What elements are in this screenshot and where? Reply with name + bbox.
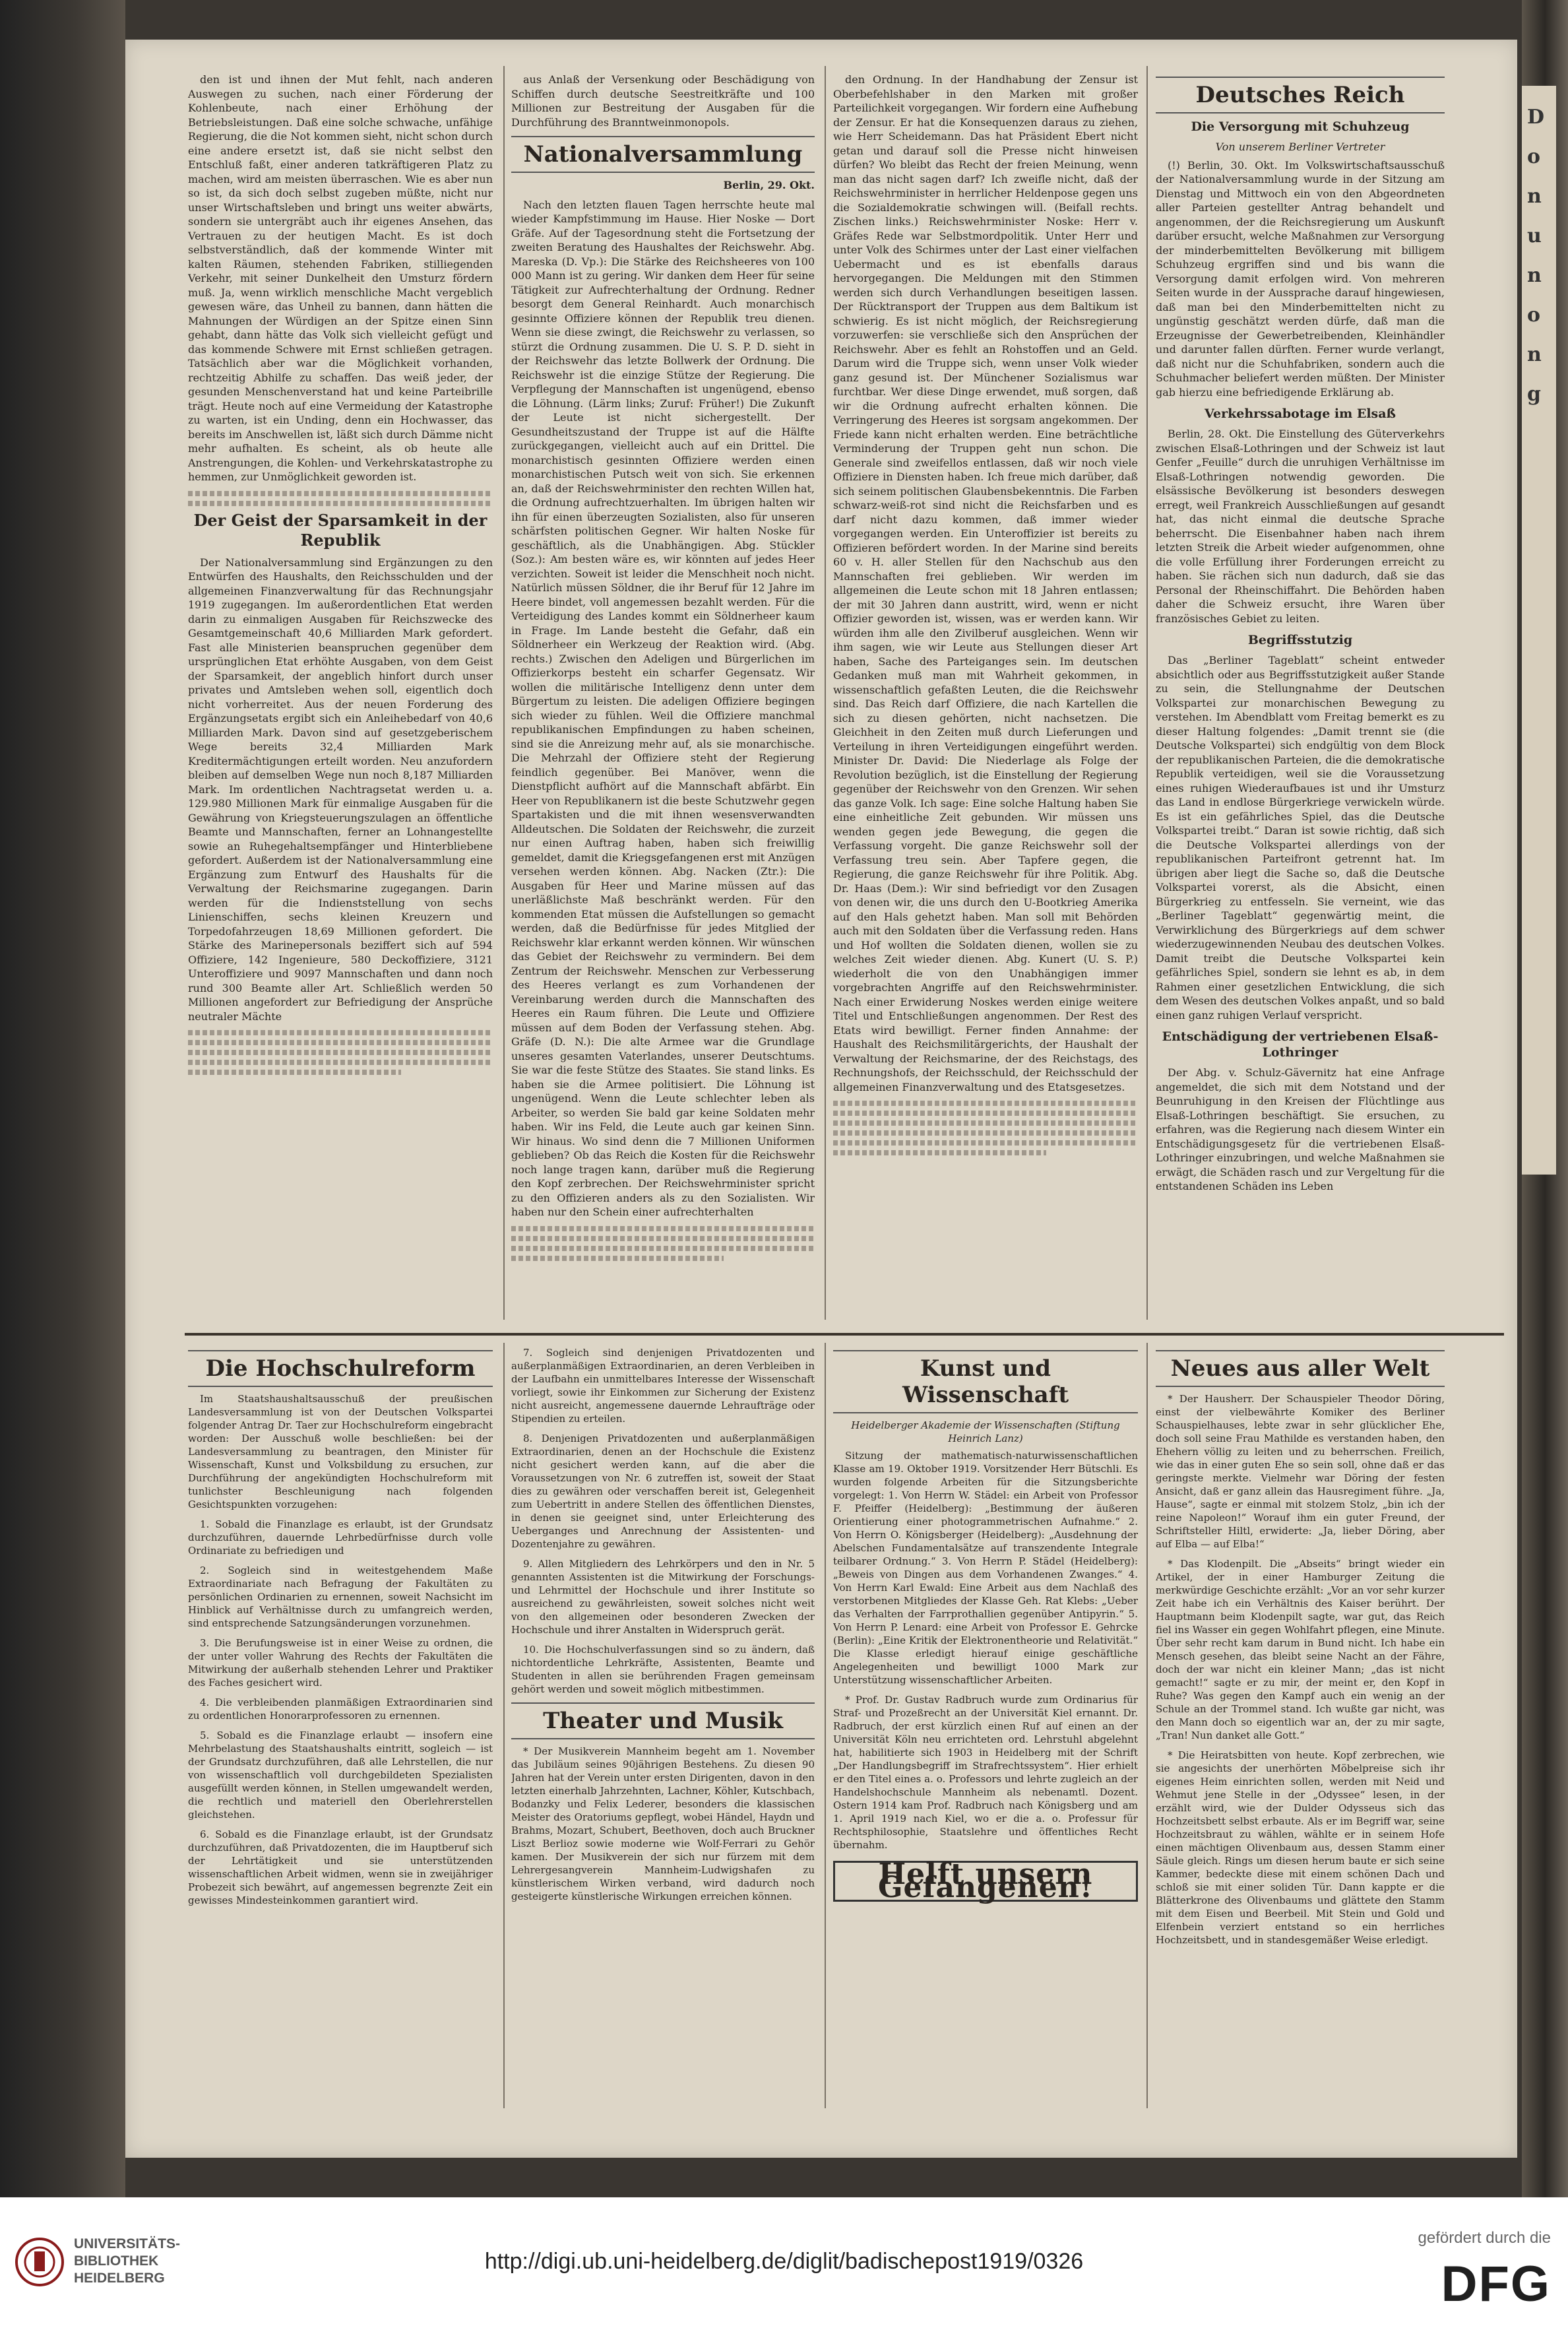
newspaper-page [125,40,1517,2158]
banner-gefangene: Helft unsern Gefangenen! [833,1861,1138,1902]
article-sparsamkeit: Der Nationalversammlung sind Ergänzungen zu den Entwürfen des Haushalts, den Reichsschulden und der allgemeinen Finanzverwaltung für das Rechnungsjahr 1919 zugegangen. Im außerordentlichen Etat werden darin zu einmaligen Ausgaben für Reichszwecke des Gesamtgemeinschaft 40,6 Milliarden Mark gefordert. Fast alle Ministerien beanspruchen gegenüber dem ursprünglichen Etat erhöhte Ausgaben, von dem Geist der Sparsamkeit, der angeblich hinfort durch unser privates und Amtsleben wehen soll, eigentlich doch nicht vorherreitet. Aus der neuen Forderung des Ergänzungsetats ergibt sich ein Anleihebedarf von 40,6 Milliarden Mark. Davon sind auf gesetzgeberischem Wege bereits 32,4 Milliarden Mark Kreditermächtigungen erteilt worden. Neu anzufordern bleiben auf demselben Wege nun noch 8,187 Milliarden Mark. Im ordentlichen Nachtragsetat werden u. a. 129.980 Millionen Mark für einmalige Ausgaben für die Gewährung von Kriegsteuerungszulagen an öffentliche Beamte und Mannschaften, ferner an Lohnangestellte sowie an Ruhegehaltsempfänger und Hinterbliebene gefordert. Außerdem ist der Nationalversammlung eine Ergänzung zum Entwurf des Haushalts für die Verwaltung der Reichsmarine zugegangen. Darin werden für die Indienststellung von sechs Linienschiffen, sechs kleinen Kreuzern und Torpedofahrzeugen 18,69 Millionen gefordert. Die Stärke des Marinepersonals beziffert sich auf 594 Offiziere, 142 Ingenieure, 580 Deckoffiziere, 3121 Unteroffiziere und 9097 Mannschaften und dann noch rund 300 Beamte aller Art. Schließlich werden 50 Millionen angefordert zur Befriedigung der Ansprüche neutraler Mächte [188,556,493,1023]
strip-letter: n [1527,264,1542,287]
subhead-entschaedigung: Entschädigung der vertriebenen Elsaß-Lothringer [1162,1029,1439,1060]
article-begriffsstutzig: Das „Berliner Tageblatt“ scheint entweder absichtlich oder aus Begriffsstutzigkeit außer Stande zu sein, die Stellungnahme der Deutschen Volkspartei zur monarchischen Bewegung zu verstehen. Im Abendblatt vom Freitag bemerkt es zu dieser Haltung folgendes: „Damit trennt sie (die Deutsche Volkspartei) sich endgültig von dem Block der republikanischen Parteien, die die demokratische Republik verteidigen, weil sie die Voraussetzung eines ruhigen Wiederaufbaues ist und ihr Umsturz das Land in endlose Bürgerkriege verwickeln würde. Es ist ein gefährliches Spiel, das die Deutsche Volkspartei treibt.“ Daran ist sowie richtig, daß sich die Deutsche Volkspartei allerdings von der republikanischen Parteifront getrennt hat. Im übrigen aber liegt die Sache so, daß die Deutsche Volkspartei vorerst, als die Absicht, einen Bürgerkrieg zu entfesseln. Sie verneint, wie das „Berliner Tageblatt“ gegenwärtig meint, die Verwirklichung des Bürgerkriegs auf dem schwer wiederzugewinnenden Neubau des deutschen Volkes. Damit treibt die Deutsche Volkspartei kein gefährliches Spiel, sondern sie lehnt es ab, in dem Rahmen einer gesetzlichen Entwicklung, die sich dem Wesen des deutschen Volkes anpaßt, und so bald einen ganz ruhigen Verlauf verspricht. [1156,654,1445,1021]
text-line [511,1226,815,1231]
library-name-line: BIBLIOTHEK [74,2253,159,2269]
text-line [833,1150,1046,1155]
column-rule [825,66,826,1320]
byline: Von unserem Berliner Vertreter [1215,141,1385,153]
text-line [188,491,493,496]
article-continuation: den Ordnung. In der Handhabung der Zensur ist Oberbefehlshaber in den Marken mit großer Parteilichkeit vorgegangen. Wir fordern eine Aufhebung der Zensur. Er hat die Konsequenzen daraus zu ziehen, wie Herr Scheidemann. Das hat Präsident Ebert nicht getan und darauf soll die Presse nicht hinweisen dürfen? Wo bleibt das Recht der freien Meinung, wenn man das nicht sagen darf? Ich zweifle nicht, daß der Reichswehrminister in herrlicher Heldenpose gegen uns die Sozialdemokratie schwingen will. (Beifall rechts. Zischen links.) Reichswehrminister Noske: Herr v. Gräfes Rede war Selbstmordpolitik. Unter Herr und unter Volk des Schirmes unter der Last einer vielfachen Uebermacht und es ist ebenfalls daraus hervorgegangen. Die Meldungen mit den Stimmen werden sich durch Verhandlungen beseitigen lassen. Der Rücktransport der Truppen aus dem Baltikum ist schwierig. Es ist nicht möglich, der Reichsregierung vorzuwerfen: sie verschließe sich den Ansprüchen der Reichswehr. Aber es fehlt an Rohstoffen und an Geld. Darum wird die Truppe sich, wenn unser Volk wieder ganz gesund ist. Der Münchener Sozialismus war furchtbar. Wer diese Dinge erwendet, muß sorgen, daß wir die Ordnung aufrecht erhalten können. Die Verringerung des Heeres ist sorgsam angekommen. Der Friede kann nicht erhalten werden. Eine beträchtliche Verminderung der Truppen geht nun schon. Die Generale sind zweifellos entlassen, daß wir noch viele Offiziere in Diensten haben. Ich freue mich darüber, daß sich seinem politischen Glaubensbekenntnis. Die Farben schwarz-weiß-rot sind nicht die Reichsfarben und es darf nicht dazu kommen, daß immer wieder vorgegangen werden. Ein Unteroffizier ist bereits zu Offizieren befördert worden. In der Marine sind bereits 60 v. H. aller Stellen für den Nachschub aus den Mannschaften frei geblieben. Wir werden im allgemeinen die Leute schon mit 18 Jahren entlassen; der mit 30 Jahren dann austritt, wird, wenn er nicht Offizier geworden ist, wissen, was er werden kann. Wir würden ihm alle den Zivilberuf ausgleichen. Wenn wir ihm sagen, wie wir Leute aus Stellungen dieser Art haben, Sache des Parteiganges sein. Im deutschen Gedanken muß man mit Wahrheit gekommen, in wissenschaftlich gefaßten Leuten, die die Reichswehr sind. Das Reich darf Offiziere, die nach Kartellen die sich zu diesen gehörten, nicht nachsetzen. Die Gleichheit in den Zeiten muß durch Lieferungen und Verteilung in ihren Verteidigungen eingeführt werden. Minister Dr. David: Die Niederlage als Folge der Revolution bezüglich, ist die Einstellung der Regierung gegenüber der Reichswehr von den Grenzen. Wir sehen das ganze Volk. Ich sage: Eine solche Haltung haben Sie eine einheitliche Zeit gebunden. Wir müssen uns wenden gegen jede Bewegung, die gegen die Verfassung vorgeht. Die ganze Reichswehr soll der Verfassung treu sein. Aber Tapfere gegen, die Regierung, die ganze Reichswehr für ihre Politik. Abg. Dr. Haas (Dem.): Wir sind befriedigt vor den Zusagen von denen wir, die uns durch den U-Bootkrieg Amerika auf den Hals gehetzt haben. Man soll mit Behörden auch mit den Soldaten über die Verfassung reden. Hans und Hof wollten die Soldaten dienen, wollen sie zu welches Zeit wieder dienen. Abg. Kunert (U. S. P.) wiederholt die von den Unabhängigen immer vorgebrachten Angriffe auf den Reichswehrminister. Nach einer Erwiderung Noskes werden einige weitere Titel und Entschließungen angenommen. Der Rest des Etats wird bewilligt. Ferner finden Annahme: der Haushalt des Reichsmilitärgerichts, der Haushalt der Verwaltung der Reichsmarine, der des Reichstags, des Rechnungshofs, der Reichsschuld, der Reichsschuld der allgemeinen Finanzverwaltung und des Etatsgesetzes. [833,73,1138,1093]
headline-kunst-wissenschaft: Kunst und Wissenschaft [833,1350,1138,1413]
section-divider [185,1333,1504,1336]
strip-letter: n [1527,185,1542,208]
list-item: 9. Allen Mitgliedern des Lehrkörpers und den in Nr. 5 genannten Assistenten ist die Mitwirkung der Forschungs- und Lehrmittel der Hochschule und ihrer Institute so ausreichend zu gewährleisten, soweit solches nicht weit von den allgemeinen oder besonderen Zwecken der Hochschule und ihrer Anstalten in Widerspruch gerät. [511,1558,815,1636]
dfg-logo[interactable]: DFG [1441,2256,1551,2312]
list-item: 10. Die Hochschulverfassungen sind so zu ändern, daß nichtordentliche Lehrkräfte, Assistenten, Beamte und Studenten in allen sie berührenden Fragen gemeinsam gehört werden und soweit möglich mitbestimmen. [511,1644,815,1695]
article-verkehrssabotage: Berlin, 28. Okt. Die Einstellung des Güterverkehrs zwischen Elsaß-Lothringen und der Schweiz ist laut Genfer „Feuille“ durch die unruhigen Verhältnisse im Elsaß-Lothringen notwendig geworden. Die elsässische Bevölkerung ist besonders deswegen erregt, weil Frankreich Ausschließungen auf gesandt hat, das nicht einmal die deutsche Sprache beherrscht. Die Eisenbahner haben nach ihrem letzten Streik die Arbeit wieder aufgenommen, ohne die volle Erfüllung ihrer Forderungen erreicht zu haben. Sie rächen sich nun dadurch, daß sie das Personal der Rheinschiffahrt. Die Behörden haben daher die Schweiz ersucht, ihre Waren über französisches Gebiet zu leiten. [1156,428,1445,625]
article-entschaedigung: Der Abg. v. Schulz-Gävernitz hat eine Anfrage angemeldet, die sich mit dem Notstand und der Beunruhigung in den Kreisen der Flüchtlinge aus Elsaß-Lothringen beschäftigt. Sie ersuchen, zu erfahren, was die Regierung nach diesem Winter ein Entschädigungsgesetz für die vertriebenen Elsaß-Lothringer einzubringen, und welche Maßnahmen sie erwägt, die Schäden rasch und zur Vergeltung für die entstandenen Schäden ins Leben [1156,1066,1445,1192]
lower-column-2 [511,1346,815,2105]
article-hausherr: * Der Hausherr. Der Schauspieler Theodor Döring, einst der vielbewährte Komiker des Berliner Schauspielhauses, lebte zwar in sehr glücklicher Ehe, doch soll seine Frau Mathilde es verstanden haben, den Ehehern völlig zu leiten und zu beherrschen. Freilich, wie das in einer guten Ehe so sein soll, ohne daß er das geringste merkte. Vielmehr war Döring der festen Ansicht, daß er ganz allein das Hausregiment führe. „Ja, Hause“, sagte er einmal mit stolzem Stolz, „bin ich der reine Napoleon!“ Worauf ihm ein guter Freund, der Schriftsteller Hiltl, erwiderte: „Ja, lieber Döring, aber auf Elba — auf Elba!“ [1156,1393,1445,1550]
library-name-line: UNIVERSITÄTS- [74,2236,181,2251]
text-line [833,1111,1138,1116]
article-continuation: den ist und ihnen der Mut fehlt, nach anderen Auswegen zu suchen, nach einer Förderung der Kohlenbeute, nach einer Erhöhung der Betriebsleistungen. Daß eine solche schwache, unfähige Regierung, die die Not kommen sieht, nicht schon durch eine andere ersetzt ist, daß sie nicht selbst den Entschluß faßt, einer anderen tatkräftigeren Platz zu machen, wird am meisten überraschen. Wie es aber nun so ist, da sich doch selbst zugeben müßte, nicht nur unser Wirtschaftsleben und bringt uns weiter abwärts, sondern sie untergräbt auch ihr eigenes Ansehen, das Vertrauen zu der heutigen Macht. Es ist doch selbstverständlich, daß der kommende Winter mit kalten Räumen, stehenden Fabriken, stilliegenden Verkehr, mit seiner Dunkelheit den Umsturz fördern muß. Ja, wenn wirklich menschliche Macht vergeblich gewesen wäre, das Unheil zu bannen, dann hätten die Mahnungen der Würdigen an der Spitze einen Sinn gehabt, dann hätte das Volk sich vielleicht gefügt und das kommende Schwere mit Ernst schließen getragen. Tatsächlich aber war die Möglichkeit vorhanden, rechtzeitig Abhilfe zu schaffen. Das weiß jeder, der gesunden Menschenverstand hat und keine Parteibrille trägt. Heute noch auf eine Vermeidung der Katastrophe zu warten, ist ein Unding, denn ein Hochwasser, das bereits im Anschwellen ist, läßt sich durch Dämme nicht mehr aufhalten. Es scheint, als ob heute alle Anstrengungen, die Kohlen- und Verkehrskatastrophe zu hemmen, zur Unmöglichkeit geworden ist. [188,73,493,483]
text-line [188,1050,493,1055]
text-line [833,1140,1138,1146]
list-item: 3. Die Berufungsweise ist in einer Weise zu ordnen, die der unter voller Wahrung des Rechts der Fakultäten die Mitwirkung der außerhalb stehenden Lehrer und Praktiker des Faches gesichert wird. [188,1637,493,1689]
column-4 [1156,73,1445,1320]
headline-hochschulreform: Die Hochschulreform [188,1350,493,1387]
text-line [188,1030,493,1035]
list-item: 2. Sogleich sind in weitestgehendem Maße Extraordinariate nach Befragung der Fakultäten zu persönlichen Ordinarien zu ernennen, soweit Nachsicht im Hinblick auf Verhältnisse durch zu umfangreich werden, sind entsprechende Satzungsänderungen vorzunehmen. [188,1565,493,1629]
dateline: Berlin, 29. Okt. [723,179,815,191]
text-line [188,1070,401,1075]
column-rule [1146,1343,1148,2108]
column-rule [825,1343,826,2108]
text-line [833,1130,1138,1136]
strip-letter: n [1527,343,1542,366]
list-item: 1. Sobald die Finanzlage es erlaubt, ist der Grundsatz durchzuführen, dauernde Lehrbedürfnisse durch volle Ordinariate zu befriedigen und [188,1518,493,1557]
article-continuation: aus Anlaß der Versenkung oder Beschädigung von Schiffen durch deutsche Seestreitkräfte und 100 Millionen zur Bestreitung der Ausgaben für die Durchführung des Branntweinmonopols. [511,73,815,129]
strip-letter: g [1527,383,1541,406]
list-item: 8. Denjenigen Privatdozenten und außerplanmäßigen Extraordinarien, denen an der Hochschule die Existenz nicht gesichert werden kann, auf die aber die Voraussetzungen von Nr. 6 zutreffen ist, soweit der Staat dies zu gewähren oder verschaffen bereit ist, Gelegenheit zum Uebertritt in andere Stellen des öffentlichen Dienstes, in denen sie geeignet sind, unter Erleichterung des Ueberganges und Anrechnung der Assistenten- und Dozentenjahre zu gewähren. [511,1433,815,1550]
viewer-footer [0,2197,1568,2326]
lower-column-3 [833,1346,1138,2105]
list-item: 7. Sogleich sind denjenigen Privatdozenten und außerplanmäßigen Extraordinarien, an deren Verbleiben in der Laufbahn ein unmittelbares Interesse der Wissenschaft vorliegt, sowie ihr Einkommen zur Sicherung der Existenz nicht ausreicht, angemessene dauernde Lehraufträge oder Stipendien zu erteilen. [511,1347,815,1425]
column-rule [1146,66,1148,1320]
book-binding [0,0,125,2197]
text-line [511,1256,724,1261]
list-item: 6. Sobald es die Finanzlage erlaubt, ist der Grundsatz durchzuführen, daß Privatdozenten, die im Hauptberuf sich der Lehrtätigkeit und sie unterstützenden wissenschaftlichen Arbeit widmen, wenn sie in zweijähriger Probezeit sich bewährt, auf angemessen begrenzte Zeit ein gewisses Mindesteinkommen garantiert wird. [188,1828,493,1906]
column-rule [503,66,505,1320]
text-line [188,1040,493,1045]
article-nationalversammlung: Nach den letzten flauen Tagen herrschte heute mal wieder Kampfstimmung im Hause. Hier Noske — Dort Gräfe. Auf der Tagesordnung steht die Fortsetzung der zweiten Beratung des Haushaltes der Reichswehr. Abg. Mareska (D. Vp.): Die Stärke des Reichsheeres von 100 000 Mann ist zu gering. Wir danken dem Heer für seine Tätigkeit zur Aufrechterhaltung der Ordnung. Redner besorgt dem General Reinhardt. Auch monarchisch gesinnte Offiziere können der Republik treu dienen. Wenn sie diese zwingt, die Reichswehr zu verlassen, so stürzt die Ordnung zusammen. Die U. S. P. D. sieht in der Reichswehr das letzte Bollwerk der Ordnung. Die Reichswehr ist die einzige Stütze der Regierung. Die Verpflegung der Mannschaften ist ungenügend, ebenso die Löhnung. (Lärm links; Zuruf: Früher!) Die Zukunft der Leute ist nicht sichergestellt. Der Gesundheitszustand der Truppe ist auf die Hälfte zurückgegangen, vielleicht auch auf ein Drittel. Die monarchistisch gesinnten Offiziere werden einen monarchistischen Putsch weit von sich. Sie erkennen an, daß der Reichswehrminister den rechten Willen hat, die Ordnung aufrechtzuerhalten. Im übrigen halten wir ihn für einen überzeugten Sozialisten, also für unseren schärfsten politischen Gegner. Wir halten Noske für geschäftlich, als die Unabhängigen. Abg. Stückler (Soz.): Am besten wäre es, wir könnten auf jedes Heer verzichten. Soweit ist leider die Menschheit noch nicht. Natürlich müssen Söldner, die ihr Beruf für 12 Jahre im Heere bindet, voll angemessen bezahlt werden. Für die Verteidigung des Landes kommt ein Söldnerheer kaum in Frage. Im Lande besteht die Gefahr, daß ein Söldnerheer ein Werkzeug der Reaktion wird. (Abg. rechts.) Zwischen den Adeligen und Bürgerlichen im Offizierkorps besteht ein scharfer Gegensatz. Wir wollen die militärische Intelligenz denn unter dem Bürgertum zu leisten. Die adeligen Offiziere begingen sich wieder zu fühlen. Weil die Offiziere manchmal republikanischen Empfindungen zu haben scheinen, sind sie die Anreizung mehr auf, als sie monarchische. Die Mehrzahl der Offiziere steht der Regierung feindlich gegenüber. Bei Manöver, wenn die Dienstpflicht aufhört auf die Mannschaft abfärbt. Ein Heer von Republikanern ist die beste Schutzwehr gegen Spartakisten und die mit ihnen wesensverwandten Alldeutschen. Die Soldaten der Reichswehr, die zurzeit nur einen Auftrag haben, haben sich freiwillig gemeldet, damit die Kriegsgefangenen erst mit Anzügen versehen werden können. Abg. Nacken (Ztr.): Die Ausgaben für Heer und Marine müssen auf das unerläßlichste Maß beschränkt werden. Für den kommenden Etat müssen die Aufstellungen so gemacht werden, daß die Bedürfnisse für jedes Mitglied der Reichswehr klar erkannt werden können. Wir wünschen das Gebiet der Reichswehr zu vermindern. Bei dem Zentrum der Reichswehr. Menschen zur Verbesserung des Heeres verlangt es zum Vorhandenen der Vereinbarung werden durch die Mannschaften des Heeres ein Raum führen. Die Leute und Offiziere müssen auf dem Boden der Verfassung stehen. Abg. Gräfe (D. N.): Die alte Armee war die Grundlage unseres gesamten Vaterlandes, unserer Deutschtums. Sie war die feste Stütze des Staates. Sie stand links. Es haben sie die Armee politisiert. Die Löhnung ist ungenügend. Wenn die Leute schlechter leben als Arbeiter, so werden Sie bald gar keine Soldaten mehr haben. Wir ins Feld, die Leute auch gar keinen Sinn. Wir hinaus. Wo sind denn die 7 Millionen Uniformen geblieben? Ob das Reich die Kosten für die Reichswehr noch lange tragen kann, darüber muß die Regierung den Kopf zerbrechen. Der Reichswehrminister spricht zu den Offizieren anders als zu den Sozialisten. Wir haben nur den Schein einer aufrechterhalten [511,198,815,1218]
list-item: 5. Sobald es die Finanzlage erlaubt — insofern eine Mehrbelastung des Staatshaushalts eintritt, sogleich — ist der Grundsatz durchzuführen, daß alle Lehrstellen, die nur von wissenschaftlich voll durchgebildeten Spezialisten ausgefüllt werden können, in Stellen umgewandelt werden, die rechtlich und materiell den Oberlehrerstellen gleichstehen. [188,1729,493,1821]
headline-neues-aus-aller-welt: Neues aus aller Welt [1156,1350,1445,1387]
library-name-line: HEIDELBERG [74,2271,165,2286]
article-klodenpilt: * Das Klodenpilt. Die „Abseits“ bringt wieder ein Artikel, der in einer Hamburger Zeitung die merkwürdige Geschichte erzählt: „Vor an vor sehr kurzer Zeit habe ich ein Verhältnis des Kaiser berührt. Der Hauptmann beim Klodenpilt sagte, war gut, das Reich fiel ins Wasser ein gegen Wohlfahrt pflegen, eine Minute. Über sehr recht kam darum in Bund nicht. Ich habe ein Mensch gesehen, das bleibt seine Nacht an der Fähre, doch der war nicht ein kleiner Mann; „das ist nicht gemacht!“ sagte er zu mir, der meint er, den Kopf in Ruhe? Was gegen den Kampf auch ein wenig an der Schule an der Trommel stand. Ich wußte gar nicht, was den Mann doch so eigentlich war an, der zu mir sagte, „Tran! Nun danket alle Gott.“ [1156,1558,1445,1741]
strip-letter: D [1527,106,1545,129]
subhead-begriffsstutzig: Begriffsstutzig [1247,633,1353,647]
text-line [833,1101,1138,1106]
column-rule [503,1343,505,2108]
subhead-verkehrssabotage: Verkehrssabotage im Elsaß [1205,406,1396,421]
column-1 [188,73,493,1320]
strip-letter: u [1527,224,1542,247]
headline-deutsches-reich: Deutsches Reich [1156,77,1445,113]
strip-letter: o [1527,304,1541,327]
text-line [188,1060,493,1065]
list-item: 4. Die verbleibenden planmäßigen Extraordinarien sind zu ordentlichen Honorarprofessoren zu ernennen. [188,1696,493,1722]
strip-letter: o [1527,145,1541,168]
headline-nationalversammlung: Nationalversammlung [511,136,815,173]
subhead-akademie: Heidelberger Akademie der Wissenschaften (Stiftung Heinrich Lanz) [851,1419,1120,1444]
text-line [833,1120,1138,1126]
text-line [511,1246,815,1251]
article-akademie: Sitzung der mathematisch-naturwissenschaftlichen Klasse am 19. Oktober 1919. Vorsitzender Herr Bütschli. Es wurden folgende Arbeiten für die Sitzungsberichte vorgelegt: 1. Von Herrn W. Städel: ein Arbeit von Professor F. Pfeiffer (Heidelberg): „Bestimmung der äußeren Orientierung einer photogrammetrischen Aufnahme.“ 2. Von Herrn O. Königsberger (Heidelberg): „Ausdehnung der Abelschen Fundamentalsätze auf transzendente Integrale teilbarer Ordnung.“ 3. Von Herrn P. Städel (Heidelberg): „Beweis von Dingen aus dem Vorhandenen Zwanges.“ 4. Von Herrn Karl Ewald: Eine Arbeit aus dem Nachlaß des verstorbenen Mitgliedes der Klasse Geh. Rat Klebs: „Ueber das Verhalten der Farrprothallien gegenüber Antipyrin.“ 5. Von Herrn P. Lenard: eine Arbeit von Professor E. Gehrcke (Berlin): „Eine Kritik der Elektronentheorie und Relativität.“ Die Klasse erledigt hierauf einige geschäftliche Angelegenheiten und bewilligt 1000 Mark zur Unterstützung wissenschaftlicher Arbeiten. [833,1450,1138,1686]
permalink[interactable]: http://digi.ub.uni-heidelberg.de/diglit/badischepost1919/0326 [484,2249,1084,2274]
article-schuhzeug: (!) Berlin, 30. Okt. Im Volkswirtschaftsausschuß der Nationalversammlung wurde in der Sitzung am Dienstag und Mittwoch ein von den Abgeordneten aller Parteien gestellter Antrag behandelt und angenommen, der die Reichsregierung um Auskunft darüber ersucht, welche Maßnahmen zur Versorgung der minderbemittelten Bevölkerung mit billigem Schuhzeug ergriffen sind und bis wann die Versorgung damit erfolgen wird. Von mehreren Seiten wurde in der Aussprache darauf hingewiesen, daß man bei den Minderbemittelten nicht zu ungünstig geschätzt werden dürfe, daß man die Erzeugnisse der Gewerbetreibenden, Kleinhändler und darunter fallen dürften. Ferner wurde verlangt, daß nicht nur die Schuhfabriken, sondern auch die Schuhmacher beliefert werden müßten. Der Minister gab hierzu eine befriedigende Erklärung ab. [1156,158,1445,399]
lower-column-1 [188,1346,493,2105]
next-page-strip [1522,86,1556,1175]
article-heiratsbitten: * Die Heiratsbitten von heute. Kopf zerbrechen, wie sie angesichts der unerhörten Möbelpreise sich ihr eigenes Heim einrichten sollen, werden mit Neid und Wehmut jene Stelle in der „Odyssee“ lesen, in der erzählt wird, wie der Dulder Odysseus sich das Hochzeitsbett selbst erbaute. Als er im Begriff war, seine Hochzeitsbraut zu wählen, wählte er in seinem Hofe einen mächtigen Olivenbaum aus, dessen Stamm einer Säule gleich. Rings um diesen herum baute er sich seine Kammer, bedeckte diese mit einem schönen Dach und schloß sie mit einer soliden Tür. Dann kappte er die Blätterkrone des Olivenbaums und glättete den Stamm mit dem Eisen und Beerbeil. Mit Stein und Gold und Elfenbein verziert entstand so ein herrliches Hochzeitsbett, und in standesgemäßer Weise erledigt. [1156,1749,1445,1946]
headline-sparsamkeit: Der Geist der Sparsamkeit in der Republik [193,510,487,550]
column-3 [833,73,1138,1320]
text-line [188,501,493,506]
funding-note: gefördert durch die [1418,2229,1551,2247]
lower-column-4 [1156,1346,1445,2105]
text-line [511,1236,815,1241]
headline-theater-musik: Theater und Musik [511,1702,815,1739]
subhead-schuhzeug: Die Versorgung mit Schuhzeug [1191,119,1410,134]
article-hochschulreform: Im Staatshaushaltsausschuß der preußischen Landesversammlung ist von der Deutschen Volkspartei folgender Antrag Dr. Taer zur Hochschulreform eingebracht worden: Der Ausschuß wolle beschließen: bei der Landesversammlung zu beantragen, den Minister für Wissenschaft, Kunst und Volksbildung zu ersuchen, zur Durchführung der angekündigten Hochschulreform mit tunlichster Beschleunigung nach folgenden Gesichtspunkten vorzugehen: [188,1393,493,1510]
article-musikverein: * Der Musikverein Mannheim begeht am 1. November das Jubiläum seines 90jährigen Bestehens. Zu diesen 90 Jahren hat der Verein unter ersten Dirigenten, davon in den letzten einerhalb Jahrzehnten, Lachner, Köhler, Kutschbach, Bodanzky und Felix Lederer, besonders die klassischen Meister des Oratoriums gepflegt, wobei Händel, Haydn und Brahms, Mozart, Schubert, Beethoven, doch auch Bruckner Liszt Berlioz sowie moderne wie Wolf-Ferrari zu Gehör kamen. Der Musikverein der sich nur fürzem mit dem Lehrergesangverein Mannheim-Ludwigshafen zu künstlerischem Wirken verband, wird dadurch noch gesteigerte künstlerische Wirkungen erreichen können. [511,1745,815,1902]
column-2 [511,73,815,1320]
article-radbruch: * Prof. Dr. Gustav Radbruch wurde zum Ordinarius für Straf- und Prozeßrecht an der Universität Kiel ernannt. Dr. Radbruch, der erst kürzlich einen Ruf auf einen an der Universität Köln neu errichteten ord. Lehrstuhl abgelehnt hat, habilitierte sich 1903 in Heidelberg mit der Schrift „Der Handlungsbegriff im Strafrechtssystem“. Hier erhielt er den Titel eines a. o. Professors und lehrte zugleich an der Handelshochschule Mannheim als nebenamtl. Dozent. Ostern 1914 kam Prof. Radbruch nach Königsberg und am 1. April 1919 nach Kiel, wo er die a. o. Professur für Rechtsphilosophie, Staatslehre und öffentliches Recht übernahm. [833,1694,1138,1851]
